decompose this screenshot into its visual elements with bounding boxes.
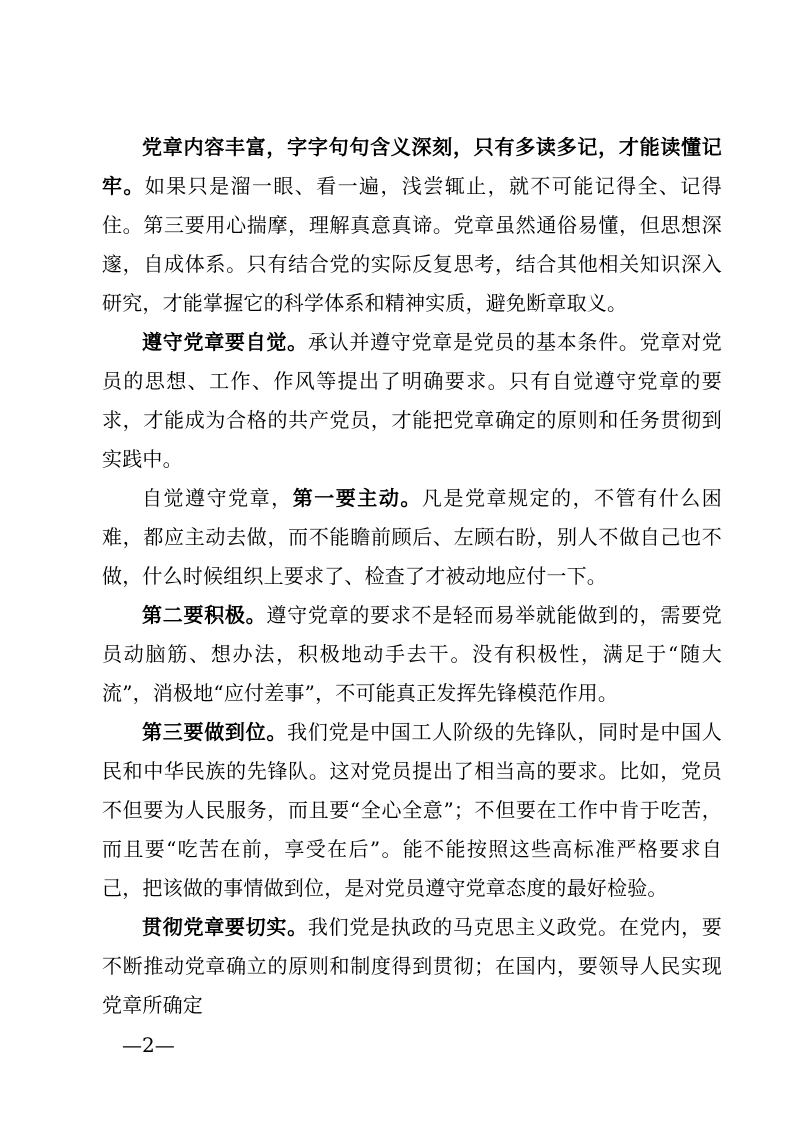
paragraph-2 bbox=[102, 323, 722, 479]
page-number: —2— bbox=[122, 1033, 175, 1057]
paragraph-6-text: 我们党是执政的马克思主义政党。在党内，要不断推动党章确立的原则和制度得到贯彻；在国内，要领导人民实现党章所确定 bbox=[102, 915, 723, 1017]
paragraph-2-text: 承认并遵守党章是党员的基本条件。党章对党员的思想、工作、作风等提出了明确要求。只有自觉遵守党章的要求，才能成为合格的共产党员，才能把党章确定的原则和任务贯彻到实践中。 bbox=[102, 330, 723, 471]
paragraph-1 bbox=[102, 128, 722, 323]
paragraph-6-heading: 贯彻党章要切实。 bbox=[142, 915, 308, 939]
paragraph-3-heading: 第一要主动。 bbox=[292, 486, 422, 510]
document-body bbox=[102, 128, 722, 1025]
paragraph-1-heading: 党章内容丰富，字字句句含义深刻，只有多读多记，才能读懂记牢。 bbox=[102, 135, 722, 198]
paragraph-3-text: 凡是党章规定的，不管有什么困难，都应主动去做，而不能瞻前顾后、左顾右盼，别人不做自己也不做，什么时候组织上要求了、检查了才被动地应付一下。 bbox=[102, 486, 722, 588]
paragraph-4-text: 遵守党章的要求不是轻而易举就能做到的，需要党员动脑筋、想办法，积极地动手去干。没有积极性，满足于“随大流”，消极地“应付差事”，不可能真正发挥先锋模范作用。 bbox=[102, 603, 722, 705]
paragraph-5-text: 我们党是中国工人阶级的先锋队，同时是中国人民和中华民族的先锋队。这对党员提出了相当高的要求。比如，党员不但要为人民服务，而且要“全心全意”；不但要在工作中肯于吃苦，而且要“吃苦在前，享受在后”。能不能按照这些高标准严格要求自己，把该做的事情做到位，是对党员遵守党章态度的最好检验。 bbox=[102, 720, 723, 900]
paragraph-6 bbox=[102, 908, 722, 1025]
paragraph-5-heading: 第三要做到位。 bbox=[142, 720, 288, 744]
paragraph-4-heading: 第二要积极。 bbox=[142, 603, 267, 627]
paragraph-4 bbox=[102, 596, 722, 713]
paragraph-2-heading: 遵守党章要自觉。 bbox=[142, 330, 308, 354]
paragraph-3-lead: 自觉遵守党章， bbox=[142, 486, 293, 510]
paragraph-5 bbox=[102, 713, 722, 908]
paragraph-3 bbox=[102, 479, 722, 596]
paragraph-1-text: 如果只是溜一眼、看一遍，浅尝辄止，就不可能记得全、记得住。第三要用心揣摩，理解真意真谛。党章虽然通俗易懂，但思想深邃，自成体系。只有结合党的实际反复思考，结合其他相关知识深入研究，才能掌握它的科学体系和精神实质，避免断章取义。 bbox=[102, 174, 722, 315]
